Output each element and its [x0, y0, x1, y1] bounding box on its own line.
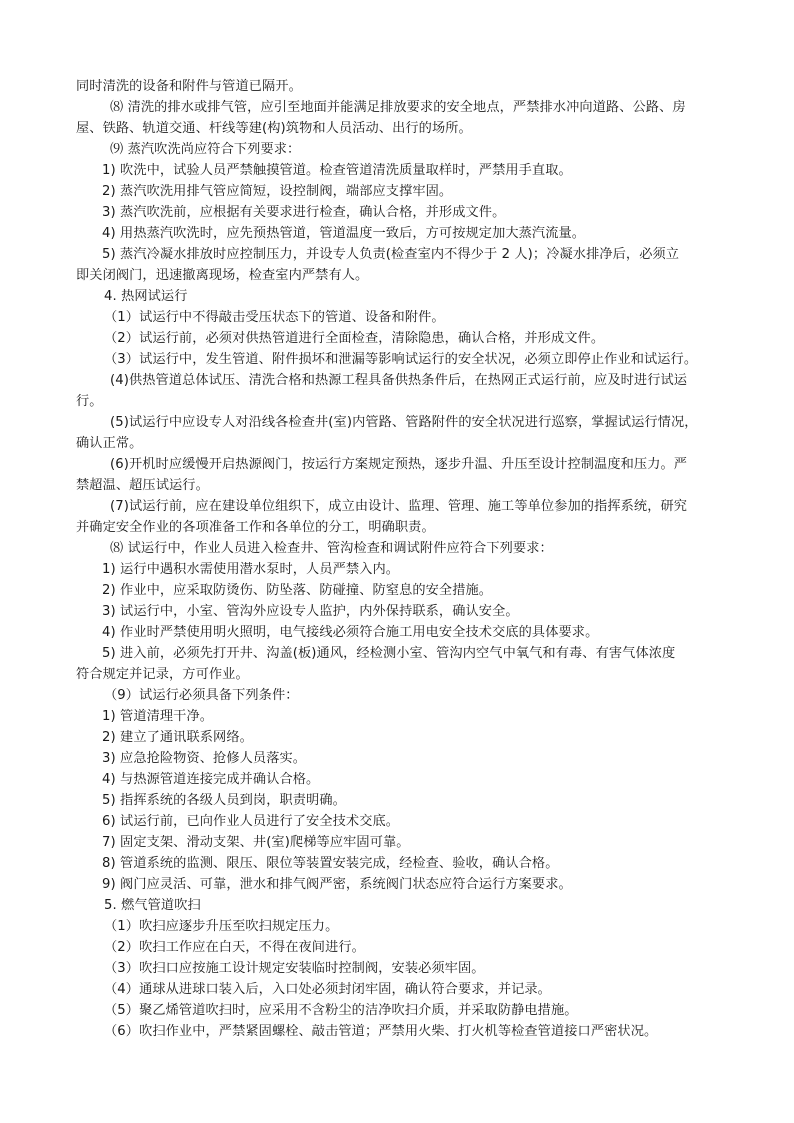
text-line: (5)试运行中应设专人对沿线各检查井(室)内管路、管路附件的安全状况进行巡察，掌握试运行情况， [110, 415, 698, 430]
text-line: 禁超温、超压试运行。 [76, 478, 209, 493]
text-line: 2) 作业中，应采取防烫伤、防坠落、防碰撞、防窒息的安全措施。 [102, 583, 493, 598]
text-line: 7) 固定支架、滑动支架、井(室)爬梯等应牢固可靠。 [102, 835, 410, 850]
text-line: 行。 [76, 394, 103, 409]
text-line: 1) 吹洗中，试验人员严禁触摸管道。检查管道清洗质量取样时，严禁用手直取。 [102, 163, 572, 178]
text-line: 即关闭阀门，迅速撤离现场，检查室内严禁有人。 [76, 268, 369, 283]
text-line: （5）聚乙烯管道吹扫时，应采用不含粉尘的洁净吹扫介质，并采取防静电措施。 [104, 1003, 578, 1018]
text-line: (6)开机时应缓慢开启热源阀门，按运行方案规定预热，逐步升温、升压至设计控制温度和压力。严 [110, 457, 688, 472]
text-line: 同时清洗的设备和附件与管道已隔开。 [76, 79, 302, 94]
text-line: 3) 试运行中，小室、管沟外应设专人监护，内外保持联系，确认安全。 [102, 604, 519, 619]
text-line: （4）通球从进球口装入后，入口处必须封闭牢固，确认符合要求，并记录。 [104, 982, 551, 997]
section-heading: 4. 热网试运行 [104, 289, 188, 304]
text-line: 符合规定并记录，方可作业。 [76, 667, 249, 682]
text-line: （2）吹扫工作应在白天，不得在夜间进行。 [104, 940, 365, 955]
text-line: （6）吹扫作业中，严禁紧固螺栓、敲击管道；严禁用火柴、打火机等检查管道接口严密状况。 [104, 1024, 658, 1039]
text-line: 5) 进入前，必须先打开井、沟盖(板)通风，经检测小室、管沟内空气中氧气和有毒、有害气体浓度 [102, 646, 676, 661]
text-line: 3) 应急抢险物资、抢修人员落实。 [102, 751, 307, 766]
text-line: 5) 蒸汽冷凝水排放时应控制压力，并设专人负责(检查室内不得少于 2 人)；冷凝水排净后，必须立 [102, 247, 680, 262]
text-line: （9）试运行必须具备下列条件： [104, 688, 299, 703]
text-line: （2）试运行前，必须对供热管道进行全面检查，清除隐患，确认合格，并形成文件。 [104, 331, 605, 346]
text-line: 并确定安全作业的各项准备工作和各单位的分工，明确职责。 [76, 520, 435, 535]
document-body [76, 76, 722, 1042]
text-line: 屋、铁路、轨道交通、杆线等建(构)筑物和人员活动、出行的场所。 [76, 121, 472, 136]
text-line: 9) 阀门应灵活、可靠，泄水和排气阀严密，系统阀门状态应符合运行方案要求。 [102, 877, 572, 892]
text-line: 4) 作业时严禁使用明火照明，电气接线必须符合施工用电安全技术交底的具体要求。 [102, 625, 599, 640]
text-line: 2) 蒸汽吹洗用排气管应简短，设控制阀，端部应支撑牢固。 [102, 184, 453, 199]
text-line: 确认正常。 [76, 436, 143, 451]
text-line: （1）试运行中不得敲击受压状态下的管道、设备和附件。 [104, 310, 445, 325]
text-line: 5) 指挥系统的各级人员到岗，职责明确。 [102, 793, 346, 808]
text-line: 1) 管道清理干净。 [102, 709, 214, 724]
text-line: ⑻ 试运行中，作业人员进入检查井、管沟检查和调试附件应符合下列要求： [110, 541, 553, 556]
text-line: （3）试运行中，发生管道、附件损坏和泄漏等影响试运行的安全状况，必须立即停止作业和试运行。 [104, 352, 698, 367]
text-line: (7)试运行前，应在建设单位组织下，成立由设计、监理、管理、施工等单位参加的指挥系统，研究 [110, 499, 688, 514]
text-line: 1) 运行中遇积水需使用潜水泵时，人员严禁入内。 [102, 562, 400, 577]
text-line: 6) 试运行前，已向作业人员进行了安全技术交底。 [102, 814, 400, 829]
text-line: 4) 与热源管道连接完成并确认合格。 [102, 772, 320, 787]
text-line: 8) 管道系统的监测、限压、限位等装置安装完成，经检查、验收，确认合格。 [102, 856, 559, 871]
text-line: 4) 用热蒸汽吹洗时，应先预热管道，管道温度一致后，方可按规定加大蒸汽流量。 [102, 226, 586, 241]
text-line: 2) 建立了通讯联系网络。 [102, 730, 253, 745]
text-line: （1）吹扫应逐步升压至吹扫规定压力。 [104, 919, 339, 934]
text-line: ⑼ 蒸汽吹洗尚应符合下列要求： [110, 142, 301, 157]
text-line: ⑻ 清洗的排水或排气管，应引至地面并能满足排放要求的安全地点，严禁排水冲向道路、公路、房 [110, 100, 686, 115]
text-line: (4)供热管道总体试压、清洗合格和热源工程具备供热条件后，在热网正式运行前，应及时进行试运 [110, 373, 688, 388]
text-line: （3）吹扫口应按施工设计规定安装临时控制阀，安装必须牢固。 [104, 961, 485, 976]
text-line: 3) 蒸汽吹洗前，应根据有关要求进行检查，确认合格，并形成文件。 [102, 205, 506, 220]
section-heading: 5. 燃气管道吹扫 [104, 898, 201, 913]
